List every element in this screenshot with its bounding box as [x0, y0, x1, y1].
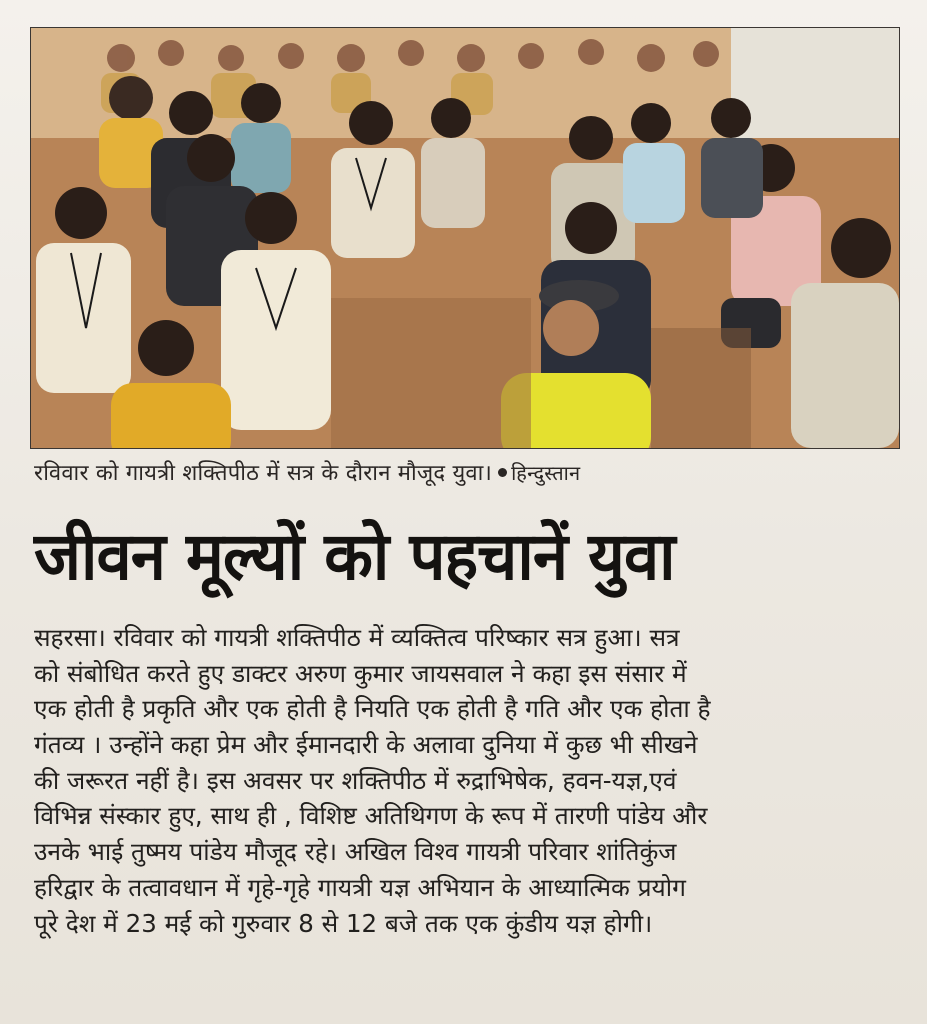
body-line: की जरूरत नहीं है। इस अवसर पर शक्तिपीठ में रुद्राभिषेक, हवन-यज्ञ,एवं	[34, 765, 677, 795]
body-line: पूरे देश में 23 मई को गुरुवार 8 से 12 बजे तक एक कुंडीय यज्ञ होगी।	[34, 908, 653, 938]
photo-illustration	[31, 28, 899, 448]
body-line: विभिन्न संस्कार हुए, साथ ही , विशिष्ट अतिथिगण के रूप में तारणी पांडेय और	[34, 801, 708, 831]
news-photo	[30, 27, 900, 449]
body-line: गंतव्य । उन्होंने कहा प्रेम और ईमानदारी के अलावा दुनिया में कुछ भी सीखने	[34, 730, 698, 760]
photo-credit: हिन्दुस्तान	[511, 461, 581, 485]
article-headline: जीवन मूल्यों को पहचानें युवा	[34, 518, 675, 595]
body-line: हरिद्वार के तत्वावधान में गृहे-गृहे गायत्री यज्ञ अभियान के आध्यात्मिक प्रयोग	[34, 872, 686, 902]
body-line: सहरसा। रविवार को गायत्री शक्तिपीठ में व्यक्तित्व परिष्कार सत्र हुआ। सत्र	[34, 623, 680, 652]
caption-text: रविवार को गायत्री शक्तिपीठ में सत्र के दौरान मौजूद युवा।	[34, 461, 493, 486]
photo-caption	[34, 455, 894, 491]
body-line: को संबोधित करते हुए डाक्टर अरुण कुमार जायसवाल ने कहा इस संसार में	[34, 658, 687, 688]
bullet-icon	[498, 468, 507, 477]
article-body	[34, 620, 896, 941]
body-line: एक होती है प्रकृति और एक होती है नियति एक होती है गति और एक होता है	[34, 694, 711, 724]
body-line: उनके भाई तुष्मय पांडेय मौजूद रहे। अखिल विश्व गायत्री परिवार शांतिकुंज	[34, 837, 677, 867]
